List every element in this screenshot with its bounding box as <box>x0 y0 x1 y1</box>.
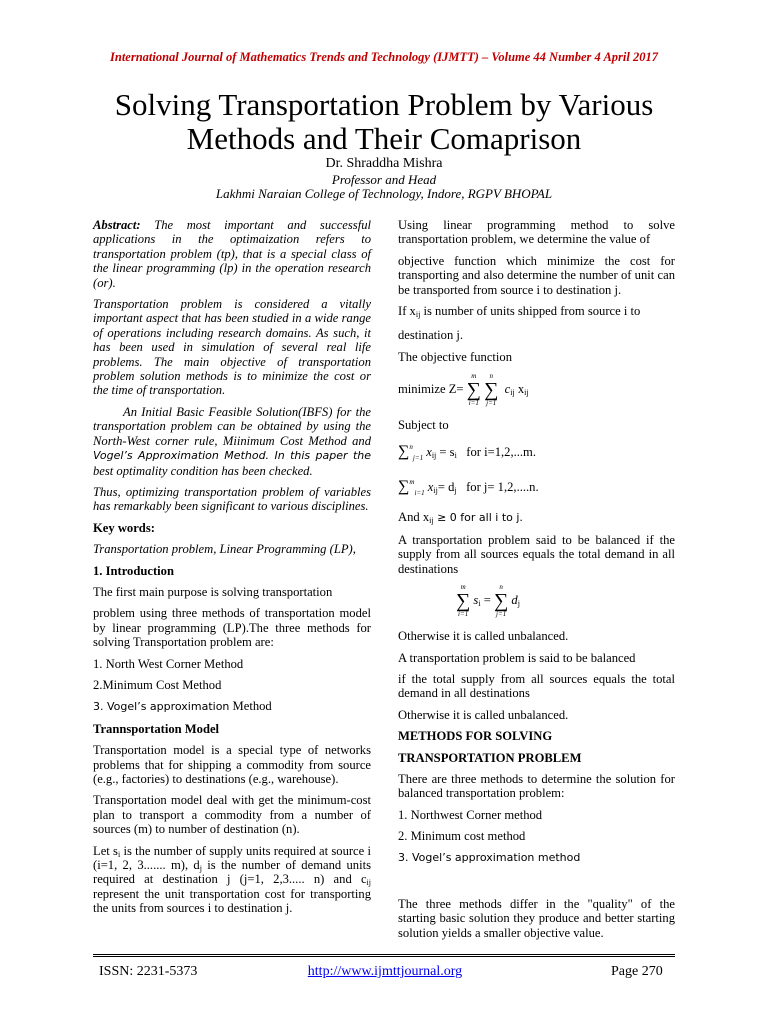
nonnegativity-constraint: And $x_{ij} \ge 0$ for all i to j. <box>398 510 523 526</box>
title-line-2: Methods and Their Comaprison <box>186 121 582 156</box>
abstract-paragraph-2: Transportation problem is considered a vitally important aspect that has been studied in a wide range of operations including research domains. As such, it has been used in simulation of several real life problems. The main objective of transportation problem solution methods is to minimize the cost or the time of transportation. <box>93 297 371 398</box>
keywords: Transportation problem, Linear Programming (LP), <box>93 542 356 557</box>
unbalanced-text-2: Otherwise it is called unbalanced. <box>398 707 569 722</box>
subject-to-label: Subject to <box>398 418 449 433</box>
abstract-paragraph-4: Thus, optimizing transportation problem of variables has remarkably been significant to various disciplines. <box>93 484 371 514</box>
constraint-demand: ∑$^m_{i=1}$ $x_{ij}= d_j$ for j= 1,2,....n. <box>398 478 539 498</box>
author-institution: Lakhmi Naraian College of Technology, Indore, RGPV BHOPAL <box>215 186 553 201</box>
final-paragraph: The three methods differ in the "quality" of the starting basic solution they produce and better starting solution yields a smaller objective value. <box>398 896 675 940</box>
methods-paragraph: There are three methods to determine the solution for balanced transportation problem: <box>398 771 675 801</box>
author-name: Dr. Shraddha Mishra <box>325 156 443 171</box>
abstract-label: Abstract: <box>93 218 141 232</box>
unbalanced-text-1: Otherwise it is called unbalanced. <box>398 629 569 644</box>
model-paragraph-1: Transportation model is a special type of networks problems that for shipping a commodity from source (e.g., factories) to destinations (e.g., warehouse). <box>93 743 371 786</box>
footer-issn: ISSN: 2231-5373 <box>99 964 198 979</box>
right-paragraph-4: destination j. <box>398 328 464 343</box>
keywords-label: Key words: <box>93 520 155 535</box>
model-paragraph-3: Let $s_i$ is the number of supply units required at source i (i=1, 2, 3....... m), $d_j$ is the number of demand units required at destination j (j=1, 2,3..... n) and $c_{ij}$ represent the unit transportation cost for transporting the units from sources i to destination j. <box>93 843 371 916</box>
journal-header: International Journal of Mathematics Trends and Technology (IJMTT) – Volume 44 Number 4 April 2017 <box>110 50 658 64</box>
balanced-paragraph: A transportation problem said to be balanced if the supply from all sources equals the total demand in all destinations <box>398 532 675 576</box>
paper-title <box>0 88 768 156</box>
methods-item-3: 3. Vogel’s approximation method <box>398 850 581 864</box>
method-item-3: 3. Vogel’s approximation Method <box>93 699 272 714</box>
intro-heading: 1. Introduction <box>93 563 174 578</box>
right-paragraph-3: If $x_{ij}$ is number of units shipped from source i to <box>398 304 641 320</box>
methods-item-1: 1. Northwest Corner method <box>398 807 543 822</box>
model-heading: Trannsportation Model <box>93 721 220 736</box>
intro-paragraph-2: problem using three methods of transportation model by linear programming (LP).The three methods for solving Transportation problem are: <box>93 606 371 650</box>
constraint-supply: ∑$^n_{j=1}$ $x_{ij} = s_i$ for i=1,2,...m. <box>398 442 536 462</box>
footer-page-number: Page 270 <box>611 964 663 979</box>
balanced-text-3: if the total supply from all sources equals the total demand in all destinations <box>398 671 675 701</box>
author-role: Professor and Head <box>331 172 437 187</box>
right-paragraph-1: Using linear programming method to solve transportation problem, we determine the value of <box>398 218 675 247</box>
method-item-1: 1. North West Corner Method <box>93 656 244 671</box>
balance-formula: m ∑ i=1 $s_i$ = n ∑ j=1 $d_j$ <box>456 583 520 619</box>
objective-function-label: The objective function <box>398 349 513 364</box>
right-paragraph-2: objective function which minimize the cost for transporting and also determine the number of unit can be transported from source i to destination j. <box>398 253 675 297</box>
methods-item-2: 2. Minimum cost method <box>398 829 526 844</box>
intro-paragraph-1: The first main purpose is solving transportation <box>93 584 333 599</box>
objective-formula: minimize Z= m ∑ i=1 n ∑ j=1 $c_{ij}$ $x_{ij}$ <box>398 372 529 408</box>
left-column <box>93 218 371 923</box>
right-column <box>398 218 675 947</box>
sum-j-symbol: n ∑ j=1 <box>484 372 499 408</box>
methods-heading-2: TRANSPORTATION PROBLEM <box>398 750 582 765</box>
model-paragraph-2: Transportation model deal with get the minimum-cost plan to transport a commodity from a number of sources (m) to number of destination (n). <box>93 793 371 837</box>
method-item-2: 2.Minimum Cost Method <box>93 677 222 692</box>
abstract-paragraph-3: An Initial Basic Feasible Solution(IBFS) for the transportation problem can be obtained by using the North-West corner rule, Miinimum Cost Method and Vogel’s Approximation Method. In this paper the best optimality condition has been checked. <box>93 404 371 478</box>
abstract-paragraph-1: Abstract: The most important and successful applications in the optimaization refers to transportation problem (tp), that is a special class of the linear programming (lp) in the operation research (or). <box>93 218 371 290</box>
balanced-text-2: A transportation problem is said to be balanced <box>398 650 636 665</box>
title-line-1: Solving Transportation Problem by Various <box>114 87 654 122</box>
sum-i-symbol: m ∑ i=1 <box>466 372 481 408</box>
footer-rule <box>93 954 675 957</box>
footer-journal-link[interactable]: http://www.ijmttjournal.org <box>307 964 463 979</box>
methods-heading-1: METHODS FOR SOLVING <box>398 729 553 744</box>
